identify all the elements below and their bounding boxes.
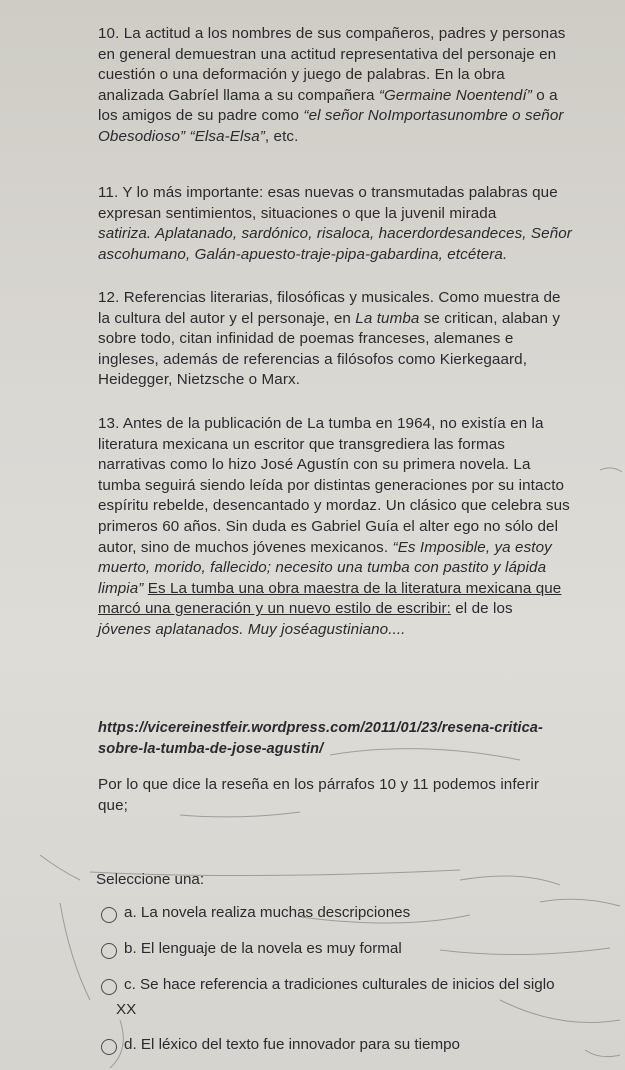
text-span: se critican, alaban y: [419, 309, 561, 327]
text-span: analizada Gabríel llama a su compañera: [98, 86, 375, 104]
text-span: el de los: [450, 600, 513, 618]
text-line: ingleses, además de referencias a filósofos como Kierkegaard,: [98, 350, 528, 368]
text-span: la cultura del autor y el personaje, en: [98, 309, 351, 327]
option-c-label[interactable]: c. Se hace referencia a tradiciones culturales de inicios del siglo: [124, 976, 555, 993]
text-line: 13. Antes de la publicación de La tumba en 1964, no existía en la: [98, 415, 544, 432]
text-line: literatura mexicana un escritor que transgrediera las formas: [98, 435, 505, 453]
text-line: expresan sentimientos, situaciones o que la juvenil mirada: [98, 204, 497, 222]
text-line: 11. Y lo más importante: esas nuevas o transmutadas palabras que: [98, 184, 558, 201]
text-line: cuestión o una deformación y juego de palabras. En la obra: [98, 66, 505, 84]
text-span: , etc.: [264, 127, 299, 145]
text-line: satiriza. Aplatanado, sardónico, risaloca, hacerdordesandeces, Señor: [98, 225, 572, 243]
text-line: Heidegger, Nietzsche o Marx.: [98, 371, 301, 389]
option-a-label[interactable]: a. La novela realiza muchas descripciones: [124, 904, 411, 921]
text-line: en general demuestran una actitud representativa del personaje en: [98, 45, 557, 63]
italic-quote: limpia”: [98, 579, 144, 597]
source-url-line: https://vicereinestfeir.wordpress.com/2011/01/23/resena-critica-: [98, 720, 543, 736]
source-url-line: sobre-la-tumba-de-jose-agustin/: [98, 740, 324, 757]
option-b-label[interactable]: b. El lenguaje de la novela es muy formal: [124, 940, 402, 957]
text-line: 12. Referencias literarias, filosóficas y musicales. Como muestra de: [98, 289, 561, 306]
text-line: muerto, morido, fallecido; necesito una tumba con pastito y lápida: [98, 559, 547, 577]
italic-quote: “Es Imposible, ya estoy: [392, 538, 552, 556]
underlined-text: Es La tumba una obra maestra de la literatura mexicana que: [147, 579, 562, 597]
italic-name: Obesodioso”: [98, 127, 186, 145]
text-line: 10. La actitud a los nombres de sus compañeros, padres y personas: [98, 25, 566, 42]
question-line: que;: [98, 796, 128, 814]
italic-name: “el señor NoImportasunombre o señor: [303, 107, 564, 125]
question-line: Por lo que dice la reseña en los párrafos 10 y 11 podemos inferir: [98, 776, 539, 793]
italic-title: La tumba: [355, 309, 420, 327]
text-line: sobre todo, citan infinidad de poemas franceses, alemanes e: [98, 330, 514, 348]
text-span: los amigos de su padre como: [98, 107, 300, 125]
italic-name: “Germaine Noentendí”: [378, 86, 532, 104]
option-d-label[interactable]: d. El léxico del texto fue innovador para su tiempo: [124, 1036, 461, 1053]
text-line: tumba seguirá siendo leída por distintas generaciones por su intacto: [98, 476, 565, 494]
text-span: autor, sino de muchos jóvenes mexicanos.: [98, 538, 389, 556]
text-line: narrativas como lo hizo José Agustín con su primera novela. La: [98, 456, 531, 474]
select-prompt: Seleccione una:: [96, 871, 205, 888]
underlined-text: marcó una generación y un nuevo estilo de escribir:: [98, 600, 451, 618]
italic-name: “Elsa-Elsa”: [189, 127, 265, 145]
text-span: o a: [531, 86, 558, 104]
text-line: primeros 60 años. Sin duda es Gabriel Guía el alter ego no sólo del: [98, 517, 559, 535]
text-line: jóvenes aplatanados. Muy joséagustiniano....: [98, 620, 406, 638]
option-c-label-cont[interactable]: XX: [116, 1001, 137, 1018]
text-line: ascohumano, Galán-apuesto-traje-pipa-gabardina, etcétera.: [98, 245, 508, 263]
text-line: espíritu rebelde, desencantado y mordaz. Un clásico que celebra sus: [98, 497, 570, 515]
